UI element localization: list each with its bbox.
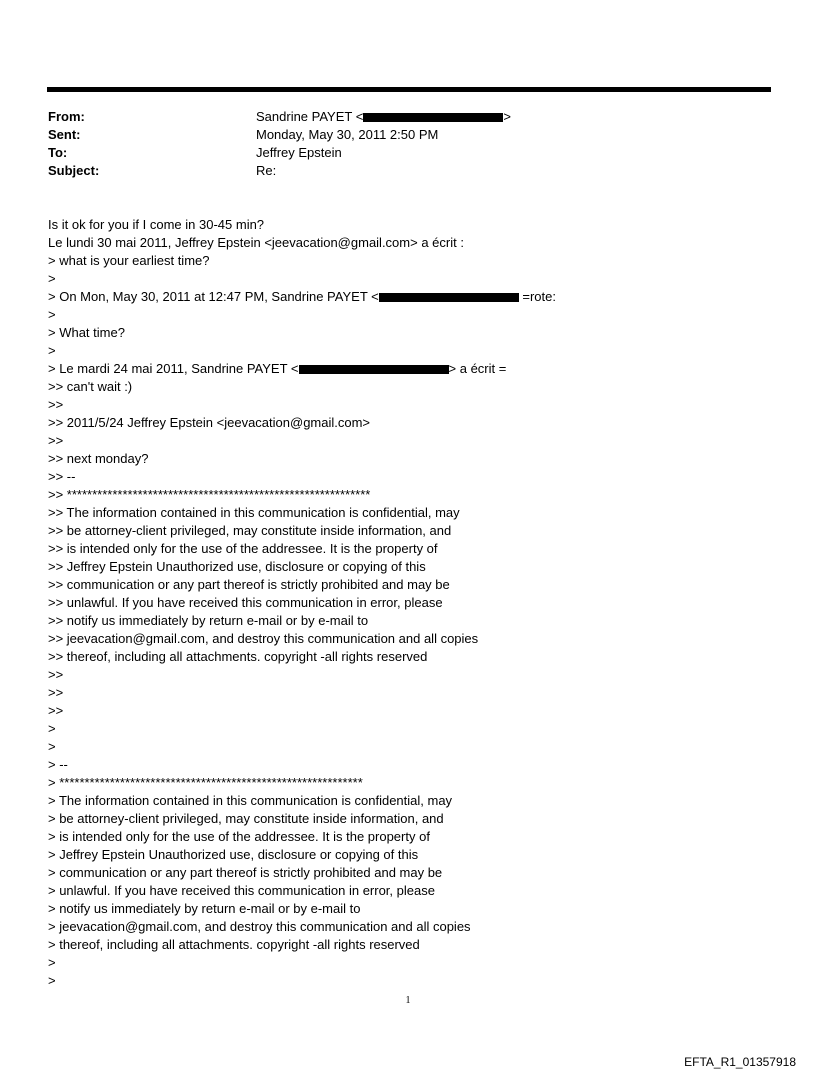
subject-label: Subject: bbox=[48, 163, 100, 178]
to-value: Jeffrey Epstein bbox=[256, 145, 342, 160]
quoted-header-start: > Le mardi 24 mai 2011, Sandrine PAYET < bbox=[48, 361, 299, 376]
body-line: > ************************************************************ bbox=[48, 775, 363, 790]
body-line: > is intended only for the use of the addressee. It is the property of bbox=[48, 829, 430, 844]
body-line: > thereof, including all attachments. copyright -all rights reserved bbox=[48, 937, 420, 952]
body-line: >> thereof, including all attachments. copyright -all rights reserved bbox=[48, 649, 428, 664]
body-line: >> notify us immediately by return e-mail or by e-mail to bbox=[48, 613, 369, 628]
body-line: >> bbox=[48, 433, 64, 448]
body-line: > What time? bbox=[48, 325, 125, 340]
body-line: >> unlawful. If you have received this communication in error, please bbox=[48, 595, 443, 610]
subject-row bbox=[48, 162, 768, 180]
to-label: To: bbox=[48, 145, 68, 160]
redaction-bar bbox=[363, 113, 503, 122]
sent-label: Sent: bbox=[48, 127, 81, 142]
body-line: > what is your earliest time? bbox=[48, 253, 210, 268]
body-line: > notify us immediately by return e-mail or by e-mail to bbox=[48, 901, 361, 916]
from-label: From: bbox=[48, 109, 85, 124]
body-line: >> is intended only for the use of the addressee. It is the property of bbox=[48, 541, 438, 556]
body-line: >> bbox=[48, 397, 64, 412]
body-line: > bbox=[48, 955, 56, 970]
body-line: > The information contained in this communication is confidential, may bbox=[48, 793, 453, 808]
body-line: > bbox=[48, 973, 56, 988]
quoted-header-end: > a écrit = bbox=[448, 361, 507, 376]
quoted-header-end: =rote: bbox=[518, 289, 556, 304]
sent-value: Monday, May 30, 2011 2:50 PM bbox=[256, 127, 439, 142]
body-line: >> ************************************************************ bbox=[48, 487, 371, 502]
from-value bbox=[256, 108, 511, 126]
from-name: Sandrine PAYET < bbox=[256, 109, 364, 124]
body-line: >> Jeffrey Epstein Unauthorized use, disclosure or copying of this bbox=[48, 559, 426, 574]
body-line: >> bbox=[48, 685, 64, 700]
email-header bbox=[48, 108, 768, 180]
to-row bbox=[48, 144, 768, 162]
sent-row bbox=[48, 126, 768, 144]
body-line: >> be attorney-client privileged, may constitute inside information, and bbox=[48, 523, 452, 538]
body-line: >> 2011/5/24 Jeffrey Epstein <jeevacation@gmail.com> bbox=[48, 415, 371, 430]
redaction-bar bbox=[299, 365, 449, 374]
body-line: >> The information contained in this communication is confidential, may bbox=[48, 505, 460, 520]
header-rule bbox=[47, 87, 771, 92]
subject-value: Re: bbox=[256, 163, 277, 178]
body-line: > bbox=[48, 739, 56, 754]
email-body bbox=[48, 216, 768, 990]
body-line: >> bbox=[48, 703, 64, 718]
page-number: 1 bbox=[405, 995, 411, 1006]
body-line: > -- bbox=[48, 757, 68, 772]
body-line: Le lundi 30 mai 2011, Jeffrey Epstein <jeevacation@gmail.com> a écrit : bbox=[48, 235, 464, 250]
body-line: > unlawful. If you have received this communication in error, please bbox=[48, 883, 435, 898]
body-line: >> communication or any part thereof is strictly prohibited and may be bbox=[48, 577, 450, 592]
body-line-with-redaction bbox=[48, 288, 768, 306]
body-line: > be attorney-client privileged, may constitute inside information, and bbox=[48, 811, 444, 826]
redaction-bar bbox=[379, 293, 519, 302]
body-line: >> jeevacation@gmail.com, and destroy this communication and all copies bbox=[48, 631, 479, 646]
from-row bbox=[48, 108, 768, 126]
body-line: > bbox=[48, 271, 56, 286]
body-line: > bbox=[48, 343, 56, 358]
body-line: > bbox=[48, 721, 56, 736]
document-id: EFTA_R1_01357918 bbox=[684, 1055, 796, 1069]
quoted-header-start: > On Mon, May 30, 2011 at 12:47 PM, Sandrine PAYET < bbox=[48, 289, 379, 304]
body-line: Is it ok for you if I come in 30-45 min? bbox=[48, 217, 265, 232]
body-line: >> next monday? bbox=[48, 451, 149, 466]
body-line: >> -- bbox=[48, 469, 76, 484]
body-line: > bbox=[48, 307, 56, 322]
body-line: > Jeffrey Epstein Unauthorized use, disclosure or copying of this bbox=[48, 847, 419, 862]
body-line: >> bbox=[48, 667, 64, 682]
body-line: > communication or any part thereof is strictly prohibited and may be bbox=[48, 865, 443, 880]
body-line-with-redaction bbox=[48, 360, 768, 378]
from-close: > bbox=[503, 109, 511, 124]
body-line: >> can't wait :) bbox=[48, 379, 133, 394]
body-line: > jeevacation@gmail.com, and destroy this communication and all copies bbox=[48, 919, 471, 934]
